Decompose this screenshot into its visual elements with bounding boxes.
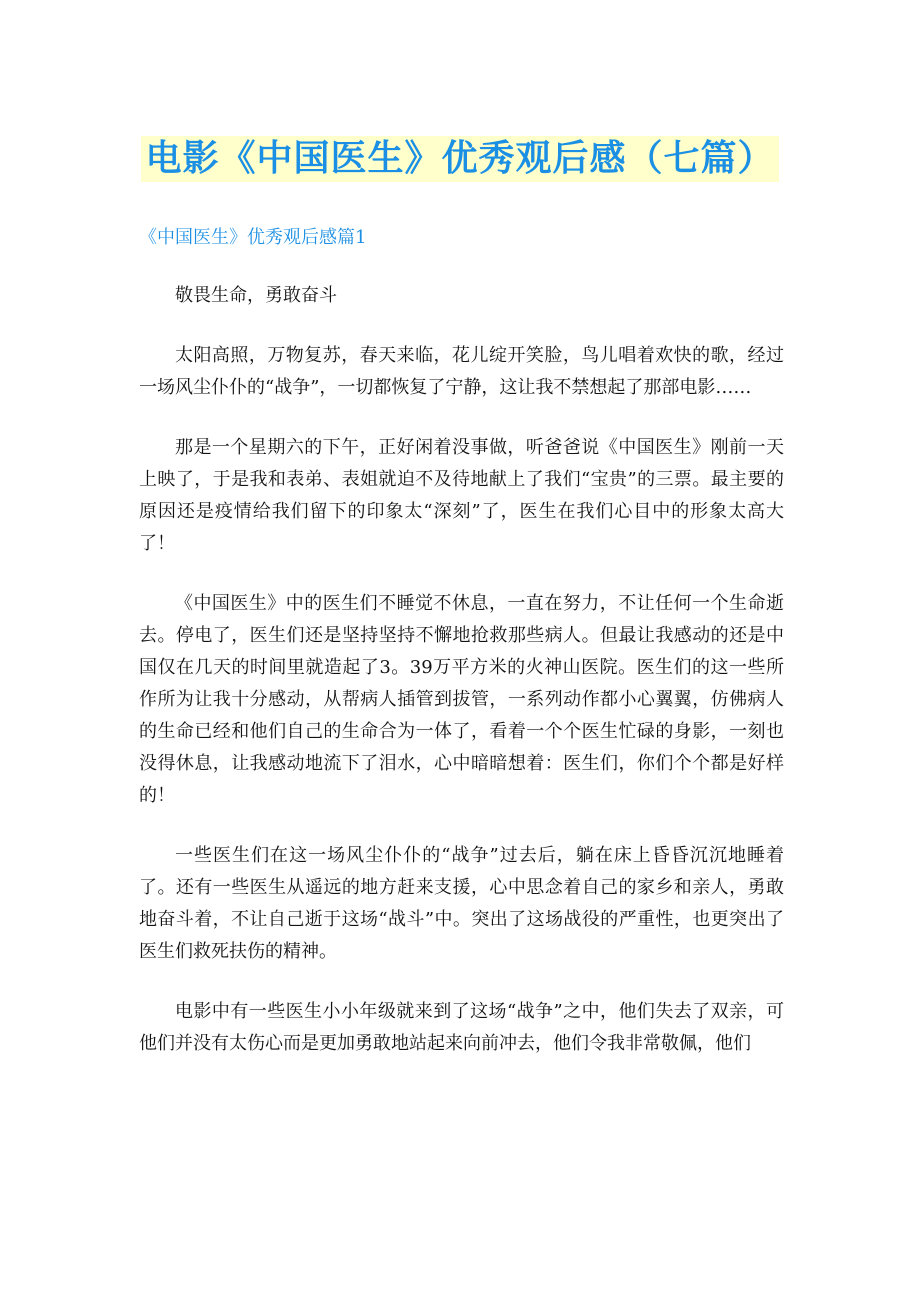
paragraph: 太阳高照，万物复苏，春天来临，花儿绽开笑脸，鸟儿唱着欢快的歌，经过一场风尘仆仆的“战争”，一切都恢复了宁静，这让我不禁想起了那部电影…… (139, 345, 784, 398)
paragraph: 那是一个星期六的下午，正好闲着没事做，听爸爸说《中国医生》刚前一天上映了，于是我和表弟、表姐就迫不及待地献上了我们“宝贵”的三票。最主要的原因还是疫情给我们留下的印象太“深刻”了，医生在我们心目中的形象太高大了！ (139, 437, 784, 554)
section-heading: 《中国医生》优秀观后感篇1 (139, 227, 367, 248)
paragraph: 《中国医生》中的医生们不睡觉不休息，一直在努力，不让任何一个生命逝去。停电了，医生们还是坚持坚持不懈地抢救那些病人。但最让我感动的还是中国仅在几天的时间里就造起了3。39万平方米的火神山医院。医生们的这一些所作所为让我十分感动，从帮病人插管到拔管，一系列动作都小心翼翼，仿佛病人的生命已经和他们自己的生命合为一体了，看着一个个医生忙碌的身影，一刻也没得休息，让我感动地流下了泪水，心中暗暗想着：医生们，你们个个都是好样的！ (139, 593, 784, 806)
article-body (139, 280, 784, 1088)
document-title: 电影《中国医生》优秀观后感（七篇） (141, 136, 778, 182)
title-container (0, 136, 920, 182)
paragraph: 电影中有一些医生小小年级就来到了这场“战争”之中，他们失去了双亲，可他们并没有太伤心而是更加勇敢地站起来向前冲去，他们令我非常敬佩，他们 (139, 1001, 784, 1054)
paragraph-lead: 敬畏生命，勇敢奋斗 (175, 285, 337, 306)
paragraph: 一些医生们在这一场风尘仆仆的“战争”过去后，躺在床上昏昏沉沉地睡着了。还有一些医生从遥远的地方赶来支援，心中思念着自己的家乡和亲人，勇敢地奋斗着，不让自己逝于这场“战斗”中。突出了这场战役的严重性，也更突出了医生们救死扶伤的精神。 (139, 845, 784, 962)
